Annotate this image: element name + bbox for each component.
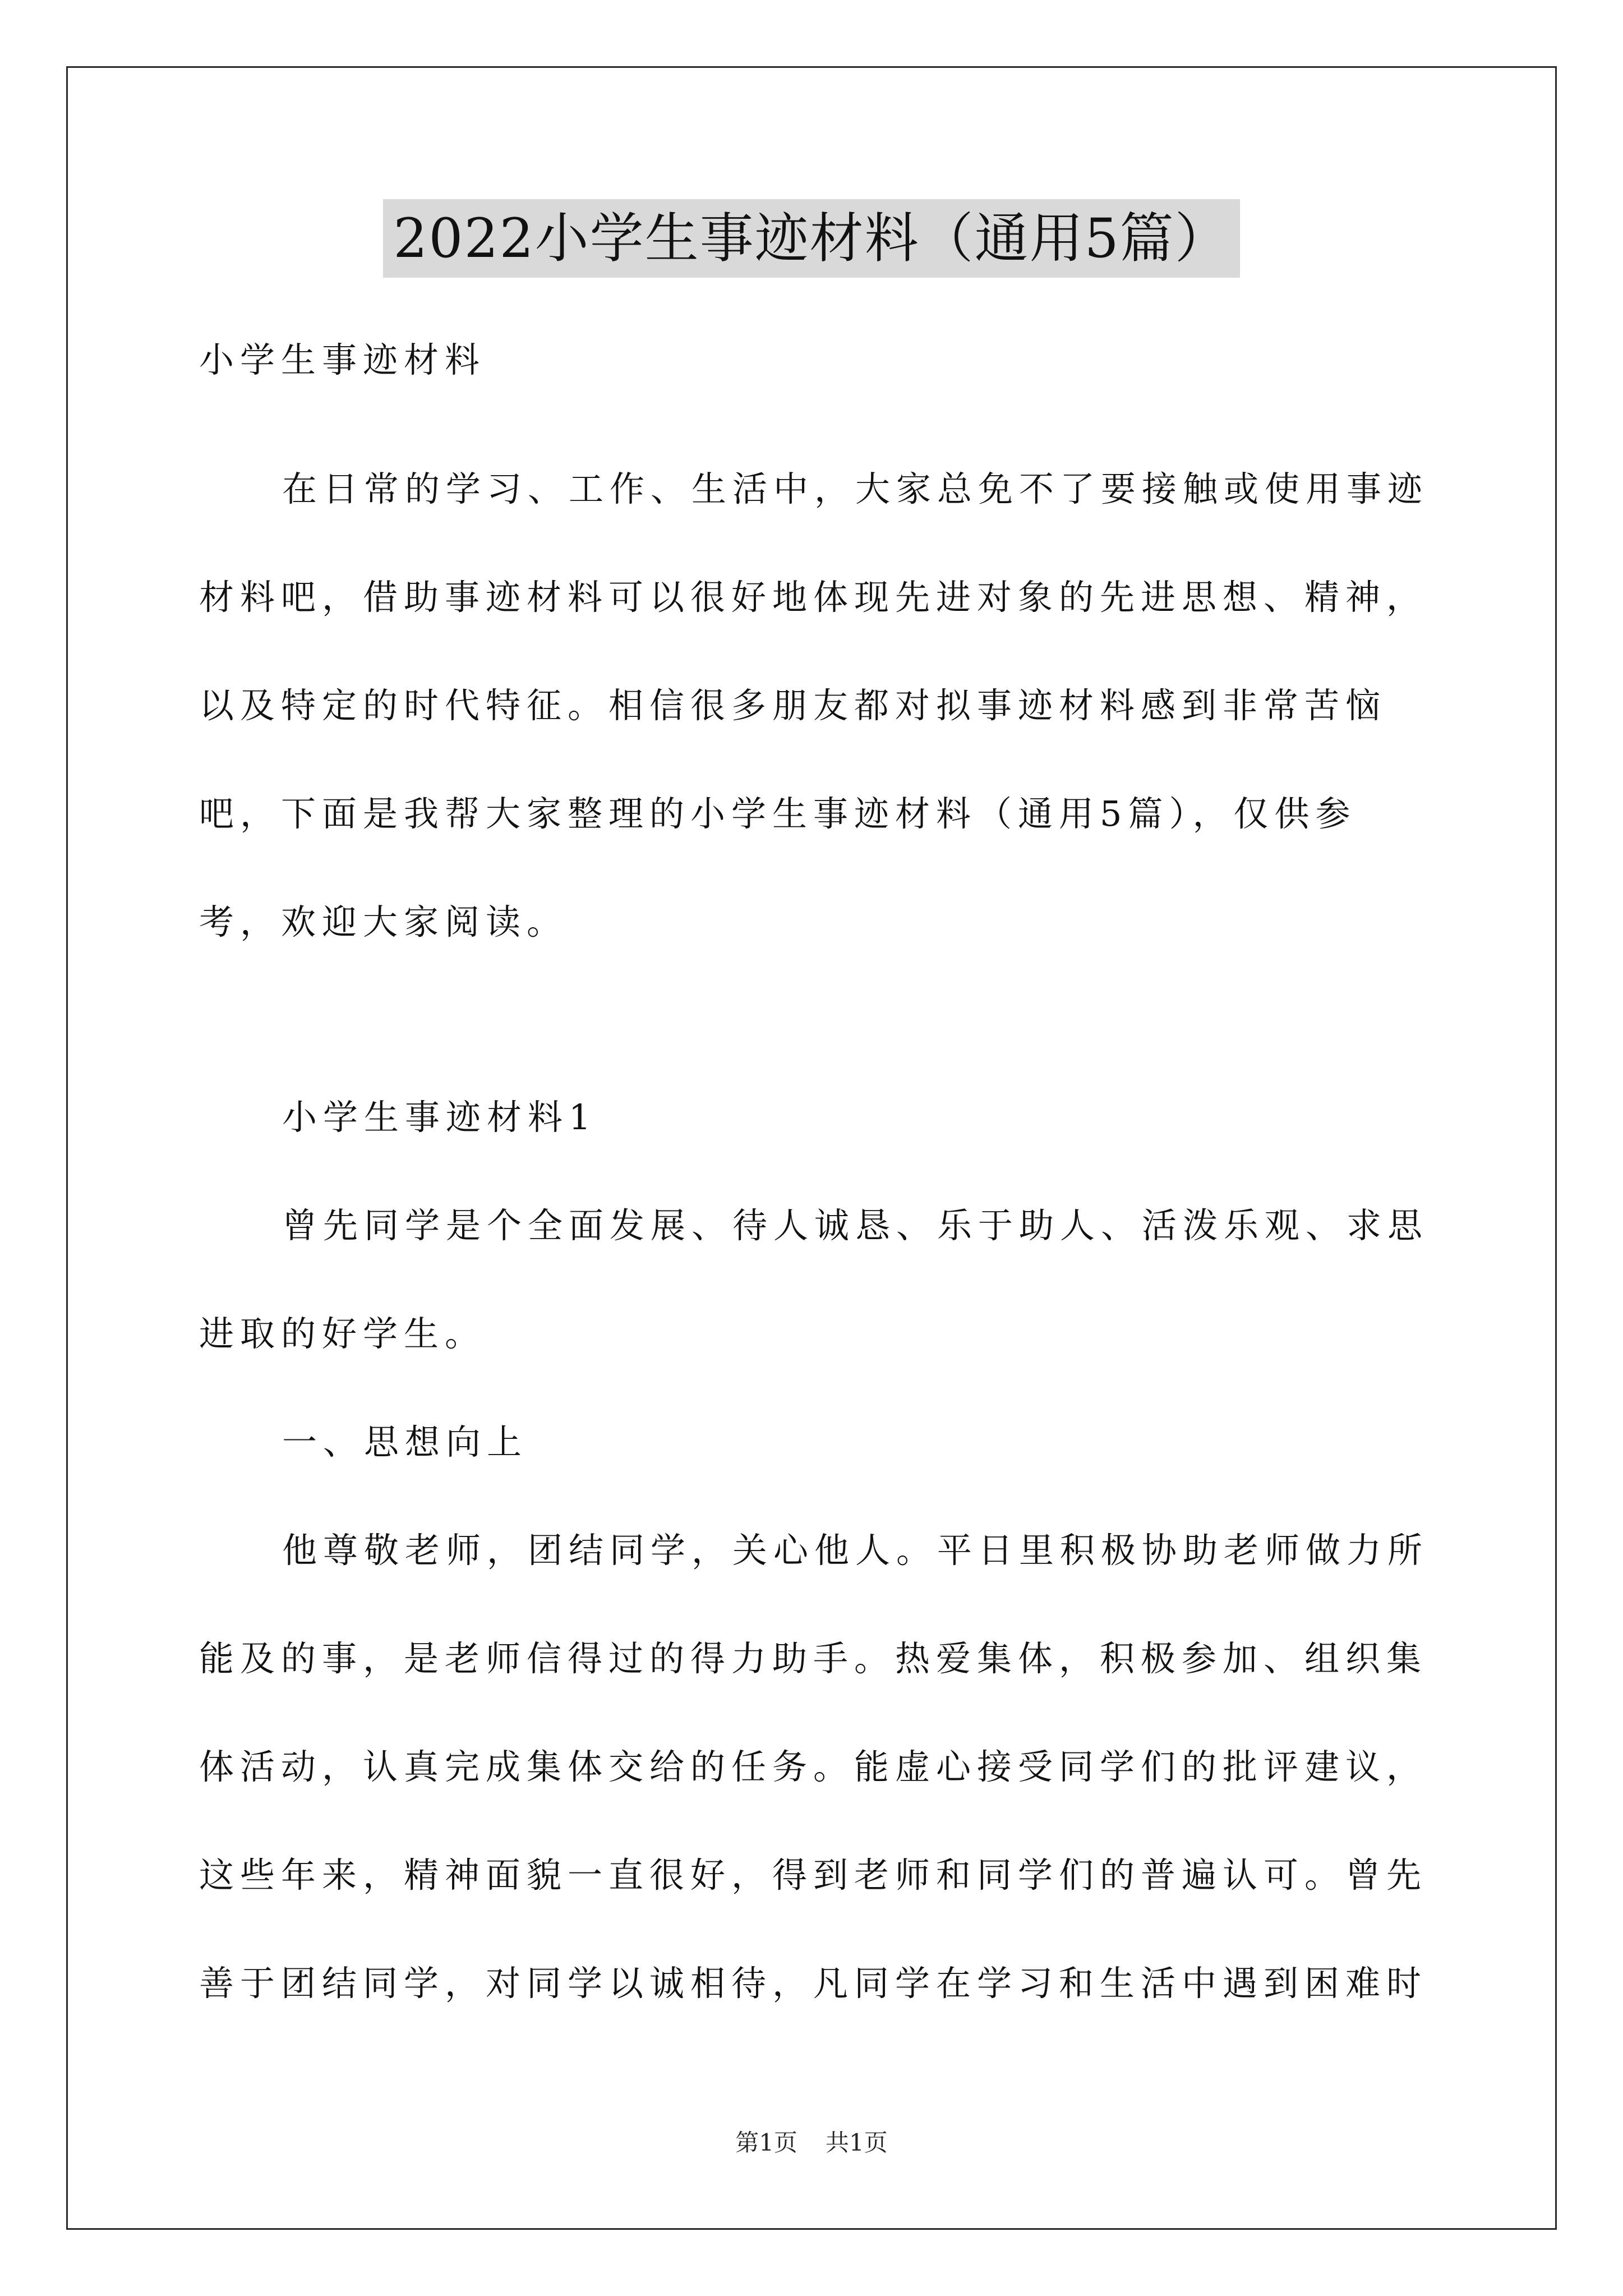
body-paragraph-2: 他尊敬老师，团结同学，关心他人。平日里积极协助老师做力所能及的事，是老师信得过的得力助手。热爱集体，积极参加、组织集体活动，认真完成集体交给的任务。能虚心接受同学们的批评建议，这些年来，精神面貌一直很好，得到老师和同学们的普遍认可。曾先善于团结同学，对同学以诚相待，凡同学在学习和生活中遇到困难时 [199,1530,1429,2004]
subheading-thought: 一、思想向上 [282,1421,528,1462]
document-heading: 小学生事迹材料 [199,339,486,380]
body-paragraph-1: 曾先同学是个全面发展、待人诚恳、乐于助人、活泼乐观、求思进取的好学生。 [199,1205,1429,1354]
page-number: 第1页 [735,2129,797,2156]
intro-paragraph: 在日常的学习、工作、生活中，大家总免不了要接触或使用事迹材料吧，借助事迹材料可以很好地体现先进对象的先进思想、精神，以及特定的时代特征。相信很多朋友都对拟事迹材料感到非常苦恼吧，下面是我帮大家整理的小学生事迹材料（通用5篇），仅供参考，欢迎大家阅读。 [199,468,1429,942]
page-footer [0,2126,1623,2160]
title-container [0,199,1623,278]
section-title: 小学生事迹材料1 [282,1097,597,1138]
document-title: 2022小学生事迹材料（通用5篇） [383,199,1239,278]
page-total: 共1页 [826,2129,888,2156]
